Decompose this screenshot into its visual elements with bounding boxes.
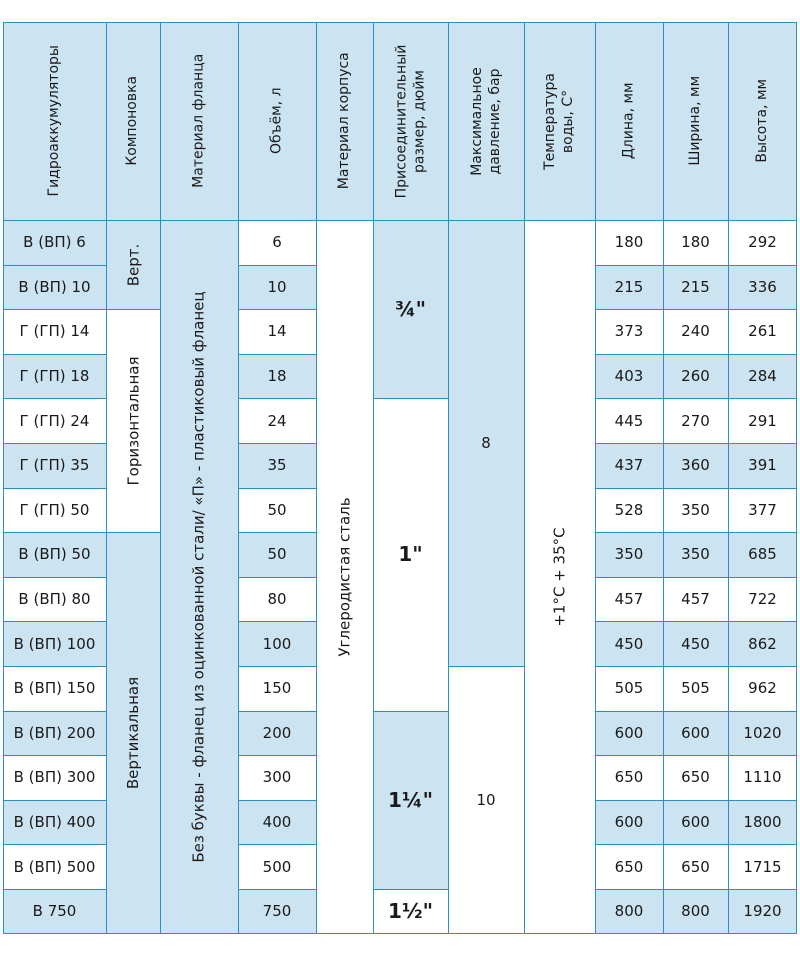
height-cell: 1920 (728, 889, 797, 934)
width-cell: 350 (663, 532, 728, 577)
grid-line (238, 398, 316, 399)
model-cell: В (ВП) 200 (3, 711, 106, 756)
grid-line (663, 398, 728, 399)
grid-line (238, 666, 316, 667)
grid-line (3, 22, 797, 23)
grid-line (595, 621, 663, 622)
height-cell: 1800 (728, 800, 797, 845)
grid-line (3, 354, 106, 355)
header-flange-material (160, 22, 238, 220)
width-cell: 600 (663, 800, 728, 845)
grid-line (3, 220, 797, 221)
grid-line (238, 22, 239, 934)
grid-line (3, 265, 106, 266)
grid-line (595, 443, 663, 444)
grid-line (663, 488, 728, 489)
grid-line (373, 889, 448, 890)
grid-line (3, 398, 106, 399)
grid-line (595, 309, 663, 310)
grid-line (524, 22, 525, 934)
header-layout (106, 22, 160, 220)
flange-material-label: Без буквы - фланец из оцинкованной стали/ «П» - пластиковый фланец (190, 291, 208, 863)
grid-line (595, 666, 663, 667)
header-water-temp-label: Температура воды, С° (542, 72, 576, 170)
body-material-label: Углеродистая сталь (335, 497, 354, 657)
grid-line (238, 354, 316, 355)
model-cell: В (ВП) 10 (3, 265, 106, 310)
model-cell: В (ВП) 500 (3, 844, 106, 889)
width-cell: 650 (663, 755, 728, 800)
grid-line (373, 711, 448, 712)
model-cell: Г (ГП) 35 (3, 443, 106, 488)
header-height-label: Высота, мм (753, 79, 770, 163)
header-water-temp (524, 22, 595, 220)
length-cell: 800 (595, 889, 663, 934)
layout-label: Вертикальная (124, 676, 143, 789)
width-cell: 260 (663, 354, 728, 399)
grid-line (728, 265, 797, 266)
grid-line (3, 844, 106, 845)
grid-line (595, 844, 663, 845)
height-cell: 862 (728, 621, 797, 666)
grid-line (238, 309, 316, 310)
model-cell: В (ВП) 400 (3, 800, 106, 845)
specs-table (3, 22, 797, 934)
grid-line (728, 22, 729, 934)
grid-line (238, 577, 316, 578)
header-length-label: Длина, мм (620, 82, 637, 160)
width-cell: 215 (663, 265, 728, 310)
model-cell: Г (ГП) 18 (3, 354, 106, 399)
model-cell: В 750 (3, 889, 106, 934)
volume-cell: 400 (238, 800, 316, 845)
volume-cell: 100 (238, 621, 316, 666)
pressure-cell: 8 (448, 220, 524, 666)
header-max-pressure (448, 22, 524, 220)
grid-line (106, 532, 160, 533)
grid-line (3, 933, 797, 934)
width-cell: 505 (663, 666, 728, 711)
pressure-cell: 10 (448, 666, 524, 934)
grid-line (663, 22, 664, 934)
header-body-material (316, 22, 373, 220)
height-cell: 336 (728, 265, 797, 310)
grid-line (238, 532, 316, 533)
volume-cell: 10 (238, 265, 316, 310)
grid-line (728, 577, 797, 578)
volume-cell: 80 (238, 577, 316, 622)
grid-line (3, 755, 106, 756)
grid-line (238, 844, 316, 845)
volume-cell: 150 (238, 666, 316, 711)
model-cell: В (ВП) 300 (3, 755, 106, 800)
grid-line (3, 577, 106, 578)
grid-line (3, 621, 106, 622)
grid-line (728, 398, 797, 399)
length-cell: 215 (595, 265, 663, 310)
volume-cell: 50 (238, 488, 316, 533)
length-cell: 600 (595, 711, 663, 756)
length-cell: 445 (595, 398, 663, 443)
grid-line (728, 711, 797, 712)
length-cell: 457 (595, 577, 663, 622)
length-cell: 437 (595, 443, 663, 488)
length-cell: 180 (595, 220, 663, 265)
volume-cell: 50 (238, 532, 316, 577)
header-connection-size (373, 22, 448, 220)
grid-line (663, 889, 728, 890)
grid-line (728, 844, 797, 845)
grid-line (728, 755, 797, 756)
length-cell: 505 (595, 666, 663, 711)
grid-line (728, 800, 797, 801)
water-temp-cell (524, 220, 595, 934)
grid-line (663, 265, 728, 266)
width-cell: 240 (663, 309, 728, 354)
height-cell: 291 (728, 398, 797, 443)
volume-cell: 500 (238, 844, 316, 889)
width-cell: 350 (663, 488, 728, 533)
height-cell: 292 (728, 220, 797, 265)
grid-line (3, 443, 106, 444)
volume-cell: 18 (238, 354, 316, 399)
header-connection-size-label: Присоединительный размер, дюйм (393, 44, 427, 198)
length-cell: 350 (595, 532, 663, 577)
height-cell: 722 (728, 577, 797, 622)
length-cell: 650 (595, 755, 663, 800)
grid-line (595, 577, 663, 578)
volume-cell: 6 (238, 220, 316, 265)
grid-line (238, 265, 316, 266)
grid-line (796, 22, 797, 934)
volume-cell: 35 (238, 443, 316, 488)
flange-material-cell (160, 220, 238, 934)
grid-line (728, 443, 797, 444)
connection-cell: 1½" (373, 889, 448, 934)
grid-line (728, 309, 797, 310)
grid-line (238, 711, 316, 712)
grid-line (448, 22, 449, 934)
grid-line (595, 22, 596, 934)
grid-line (448, 666, 524, 667)
grid-line (238, 800, 316, 801)
height-cell: 284 (728, 354, 797, 399)
grid-line (595, 488, 663, 489)
header-max-pressure-label: Максимальное давление, бар (468, 66, 502, 176)
width-cell: 600 (663, 711, 728, 756)
water-temp-label: +1°С + 35°С (550, 527, 569, 627)
height-cell: 391 (728, 443, 797, 488)
width-cell: 457 (663, 577, 728, 622)
model-cell: Г (ГП) 24 (3, 398, 106, 443)
width-cell: 270 (663, 398, 728, 443)
height-cell: 377 (728, 488, 797, 533)
model-cell: В (ВП) 80 (3, 577, 106, 622)
grid-line (238, 889, 316, 890)
grid-line (663, 532, 728, 533)
header-width (663, 22, 728, 220)
grid-line (3, 22, 4, 934)
grid-line (595, 532, 663, 533)
grid-line (3, 666, 106, 667)
model-cell: В (ВП) 150 (3, 666, 106, 711)
grid-line (663, 577, 728, 578)
model-cell: В (ВП) 50 (3, 532, 106, 577)
grid-line (595, 265, 663, 266)
body-material-cell (316, 220, 373, 934)
grid-line (238, 621, 316, 622)
volume-cell: 750 (238, 889, 316, 934)
grid-line (3, 488, 106, 489)
grid-line (595, 354, 663, 355)
length-cell: 528 (595, 488, 663, 533)
grid-line (728, 532, 797, 533)
grid-line (663, 621, 728, 622)
grid-line (728, 488, 797, 489)
model-cell: Г (ГП) 14 (3, 309, 106, 354)
model-cell: В (ВП) 6 (3, 220, 106, 265)
volume-cell: 24 (238, 398, 316, 443)
length-cell: 373 (595, 309, 663, 354)
length-cell: 403 (595, 354, 663, 399)
height-cell: 1715 (728, 844, 797, 889)
grid-line (595, 889, 663, 890)
height-cell: 962 (728, 666, 797, 711)
grid-line (663, 666, 728, 667)
volume-cell: 300 (238, 755, 316, 800)
grid-line (728, 621, 797, 622)
grid-line (595, 711, 663, 712)
grid-line (3, 532, 106, 533)
grid-line (373, 398, 448, 399)
grid-line (106, 309, 160, 310)
layout-cell (106, 220, 160, 309)
grid-line (663, 844, 728, 845)
header-flange-material-label: Материал фланца (190, 53, 207, 189)
model-cell: Г (ГП) 50 (3, 488, 106, 533)
grid-line (3, 800, 106, 801)
width-cell: 360 (663, 443, 728, 488)
grid-line (728, 354, 797, 355)
grid-line (663, 711, 728, 712)
grid-line (728, 889, 797, 890)
header-layout-label: Компоновка (124, 76, 141, 166)
height-cell: 1020 (728, 711, 797, 756)
connection-cell: ¾" (373, 220, 448, 398)
volume-cell: 200 (238, 711, 316, 756)
length-cell: 650 (595, 844, 663, 889)
length-cell: 600 (595, 800, 663, 845)
width-cell: 450 (663, 621, 728, 666)
header-length (595, 22, 663, 220)
grid-line (3, 889, 106, 890)
length-cell: 450 (595, 621, 663, 666)
connection-cell: 1" (373, 398, 448, 710)
grid-line (373, 22, 374, 934)
layout-cell (106, 532, 160, 933)
grid-line (238, 488, 316, 489)
grid-line (106, 22, 107, 934)
header-height (728, 22, 797, 220)
grid-line (663, 755, 728, 756)
grid-line (238, 755, 316, 756)
model-cell: В (ВП) 100 (3, 621, 106, 666)
header-accumulators-label: Гидроаккумуляторы (45, 45, 62, 197)
header-width-label: Ширина, мм (686, 76, 703, 166)
volume-cell: 14 (238, 309, 316, 354)
grid-line (595, 800, 663, 801)
grid-line (663, 443, 728, 444)
width-cell: 650 (663, 844, 728, 889)
height-cell: 1110 (728, 755, 797, 800)
layout-cell (106, 309, 160, 532)
grid-line (238, 443, 316, 444)
width-cell: 800 (663, 889, 728, 934)
connection-cell: 1¼" (373, 711, 448, 889)
height-cell: 261 (728, 309, 797, 354)
grid-line (595, 398, 663, 399)
grid-line (3, 711, 106, 712)
grid-line (316, 22, 317, 934)
header-volume (238, 22, 316, 220)
grid-line (663, 354, 728, 355)
layout-label: Горизонтальная (124, 356, 142, 486)
grid-line (3, 309, 106, 310)
grid-line (728, 666, 797, 667)
width-cell: 180 (663, 220, 728, 265)
header-accumulators (3, 22, 106, 220)
header-volume-label: Объём, л (268, 87, 285, 155)
layout-label: Верт. (123, 243, 142, 286)
grid-line (160, 22, 161, 934)
grid-line (663, 309, 728, 310)
grid-line (663, 800, 728, 801)
header-body-material-label: Материал корпуса (335, 52, 352, 190)
height-cell: 685 (728, 532, 797, 577)
grid-line (595, 755, 663, 756)
